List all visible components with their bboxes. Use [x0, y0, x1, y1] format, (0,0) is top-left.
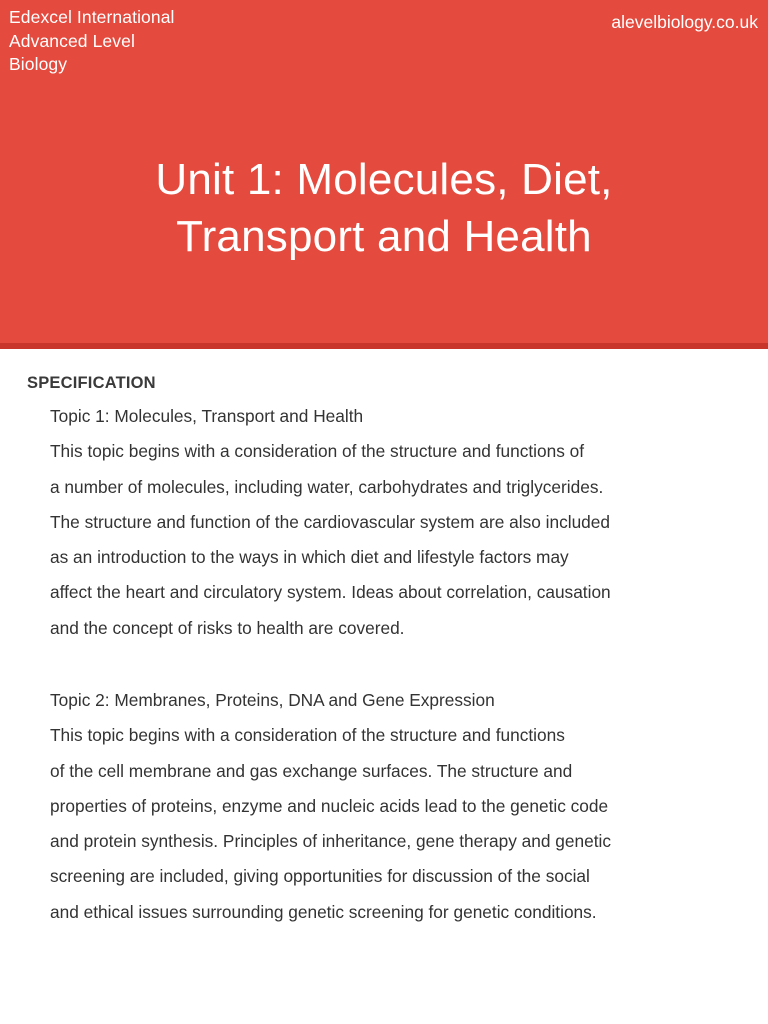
topic-text-line: as an introduction to the ways in which diet and lifestyle factors may	[50, 547, 569, 568]
topic-text-line: screening are included, giving opportunities for discussion of the social	[50, 866, 590, 887]
course-label	[9, 6, 175, 77]
header-banner	[0, 0, 768, 343]
page-title	[0, 151, 768, 265]
course-label-line: Advanced Level	[9, 30, 135, 51]
topic-text-line: The structure and function of the cardiovascular system are also included	[50, 511, 611, 532]
topic-title: Topic 1: Molecules, Transport and Health	[50, 406, 364, 426]
site-label: alevelbiology.co.uk	[611, 12, 758, 32]
topic-section	[50, 399, 611, 646]
topic-text-line: affect the heart and circulatory system. Ideas about correlation, causation	[50, 582, 611, 603]
course-label-line: Biology	[9, 54, 68, 74]
topic-text-line: and protein synthesis. Principles of inheritance, gene therapy and genetic	[50, 831, 612, 852]
topic-text-line: and the concept of risks to health are covered.	[50, 617, 405, 638]
topic-text-line: This topic begins with a consideration of the structure and functions	[50, 725, 565, 746]
topic-text-line: properties of proteins, enzyme and nucleic acids lead to the genetic code	[50, 795, 609, 816]
topic-text-line: and ethical issues surrounding genetic screening for genetic conditions.	[50, 901, 597, 922]
page-title-line: Unit 1: Molecules, Diet,	[155, 155, 613, 204]
specification-heading: SPECIFICATION	[27, 374, 156, 392]
course-label-line: Edexcel International	[9, 7, 175, 27]
page-title-line: Transport and Health	[176, 212, 592, 261]
topic-text-line: of the cell membrane and gas exchange surfaces. The structure and	[50, 760, 573, 781]
topic-title: Topic 2: Membranes, Proteins, DNA and Gene Expression	[50, 690, 495, 710]
topic-text-line: This topic begins with a consideration of the structure and functions of	[50, 441, 585, 462]
header-divider	[0, 343, 768, 349]
topic-section	[50, 683, 611, 930]
topic-text-line: a number of molecules, including water, carbohydrates and triglycerides.	[50, 476, 604, 497]
